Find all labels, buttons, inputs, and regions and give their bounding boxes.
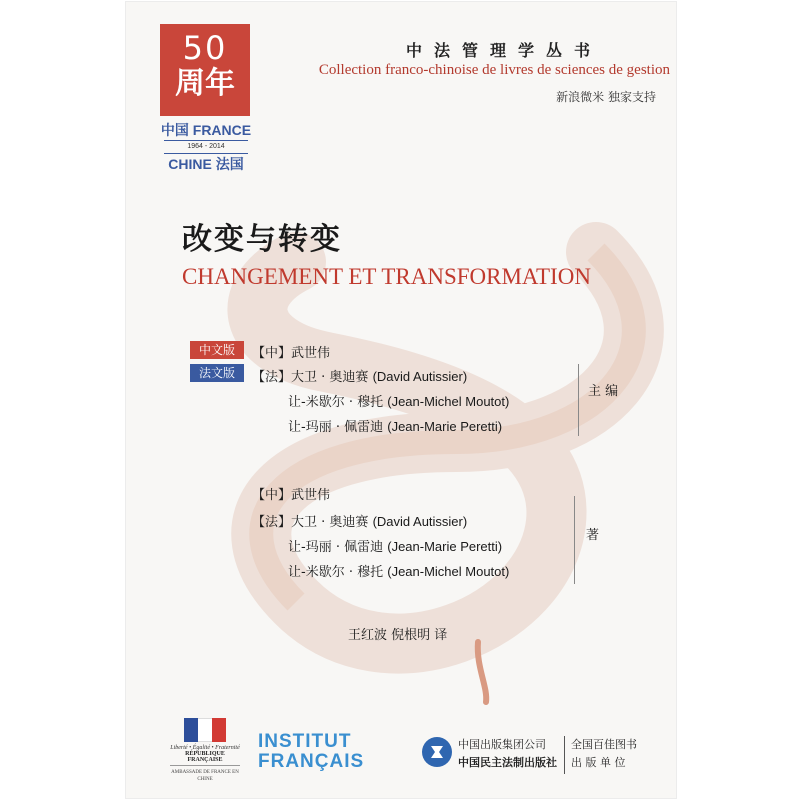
institut-line2: FRANÇAIS [258,751,365,772]
institut-francais-logo [258,732,364,772]
series-title-french: Collection franco-chinoise de livres de sciences de gestion [318,62,670,78]
author-name: 武世伟 [291,488,331,503]
editor-bracket-line [578,364,579,436]
editor-name: 大卫 · 奥迪赛 [291,370,369,385]
editor-prefix: 【法】 [252,370,292,385]
editor-row [252,366,467,385]
french-flag-icon [184,718,226,742]
publisher-divider [564,736,565,774]
editor-role: 主 编 [588,384,619,399]
anniversary-badge [160,24,250,116]
author-name: 让-米歇尔 · 穆托 [288,565,384,580]
author-latin-name: (Jean-Marie Peretti) [387,539,503,554]
editor-row [252,342,330,361]
france-china-mark [156,122,256,172]
author-row [252,484,330,503]
author-row [288,561,509,580]
book-title-french: CHANGEMENT ET TRANSFORMATION [182,264,591,289]
author-role: 著 [586,528,600,543]
author-latin-name: (David Autissier) [372,514,468,529]
chinese-edition-tag: 中文版 [190,341,244,359]
award-line1: 全国百佳图书 [571,738,637,751]
editor-prefix: 【中】 [252,346,292,361]
editor-row [288,416,502,435]
institut-line1: INSTITUT [258,731,352,752]
author-prefix: 【法】 [252,515,292,530]
editor-name: 让-玛丽 · 佩雷迪 [288,420,384,435]
editor-latin-name: (Jean-Michel Moutot) [387,394,510,409]
france-china-line1: 中国 FRANCE [160,122,252,138]
author-prefix: 【中】 [252,488,292,503]
editor-row [288,391,509,410]
author-name: 大卫 · 奥迪赛 [291,515,369,530]
translator-line: 王红波 倪根明 译 [348,628,448,643]
embassy-motto: Liberté • Égalité • Fraternité [170,745,240,751]
french-embassy-logo [170,718,240,784]
embassy-name: AMBASSADE DE FRANCE EN CHINE [171,770,239,782]
author-name: 让-玛丽 · 佩雷迪 [288,540,384,555]
french-edition-tag: 法文版 [190,364,244,382]
author-bracket-line [574,496,575,584]
editor-latin-name: (Jean-Marie Peretti) [387,419,503,434]
publisher-name [458,736,557,772]
award-line2: 出 版 单 位 [571,756,626,769]
sponsor-line: 新浪微米 独家支持 [556,90,656,104]
france-china-years: 1964 - 2014 [164,140,248,154]
publisher-logo-icon [422,737,452,767]
badge-number: 50 [182,29,228,67]
author-row [252,511,467,530]
author-latin-name: (Jean-Michel Moutot) [387,564,510,579]
author-row [288,536,502,555]
editor-name: 武世伟 [291,346,331,361]
book-cover [126,2,676,798]
editor-latin-name: (David Autissier) [372,369,468,384]
book-title-chinese: 改变与转变 [182,222,342,257]
embassy-republic: RÉPUBLIQUE FRANÇAISE [170,751,240,766]
publisher-group: 中国出版集团公司 [458,738,546,751]
france-china-line2: CHINE 法国 [168,156,244,172]
publisher-award [571,736,637,772]
publisher-press: 中国民主法制出版社 [458,756,557,769]
series-title-chinese: 中法管理学丛书 [406,41,603,60]
badge-chinese: 周年 [175,66,235,101]
editor-name: 让-米歇尔 · 穆托 [288,395,384,410]
